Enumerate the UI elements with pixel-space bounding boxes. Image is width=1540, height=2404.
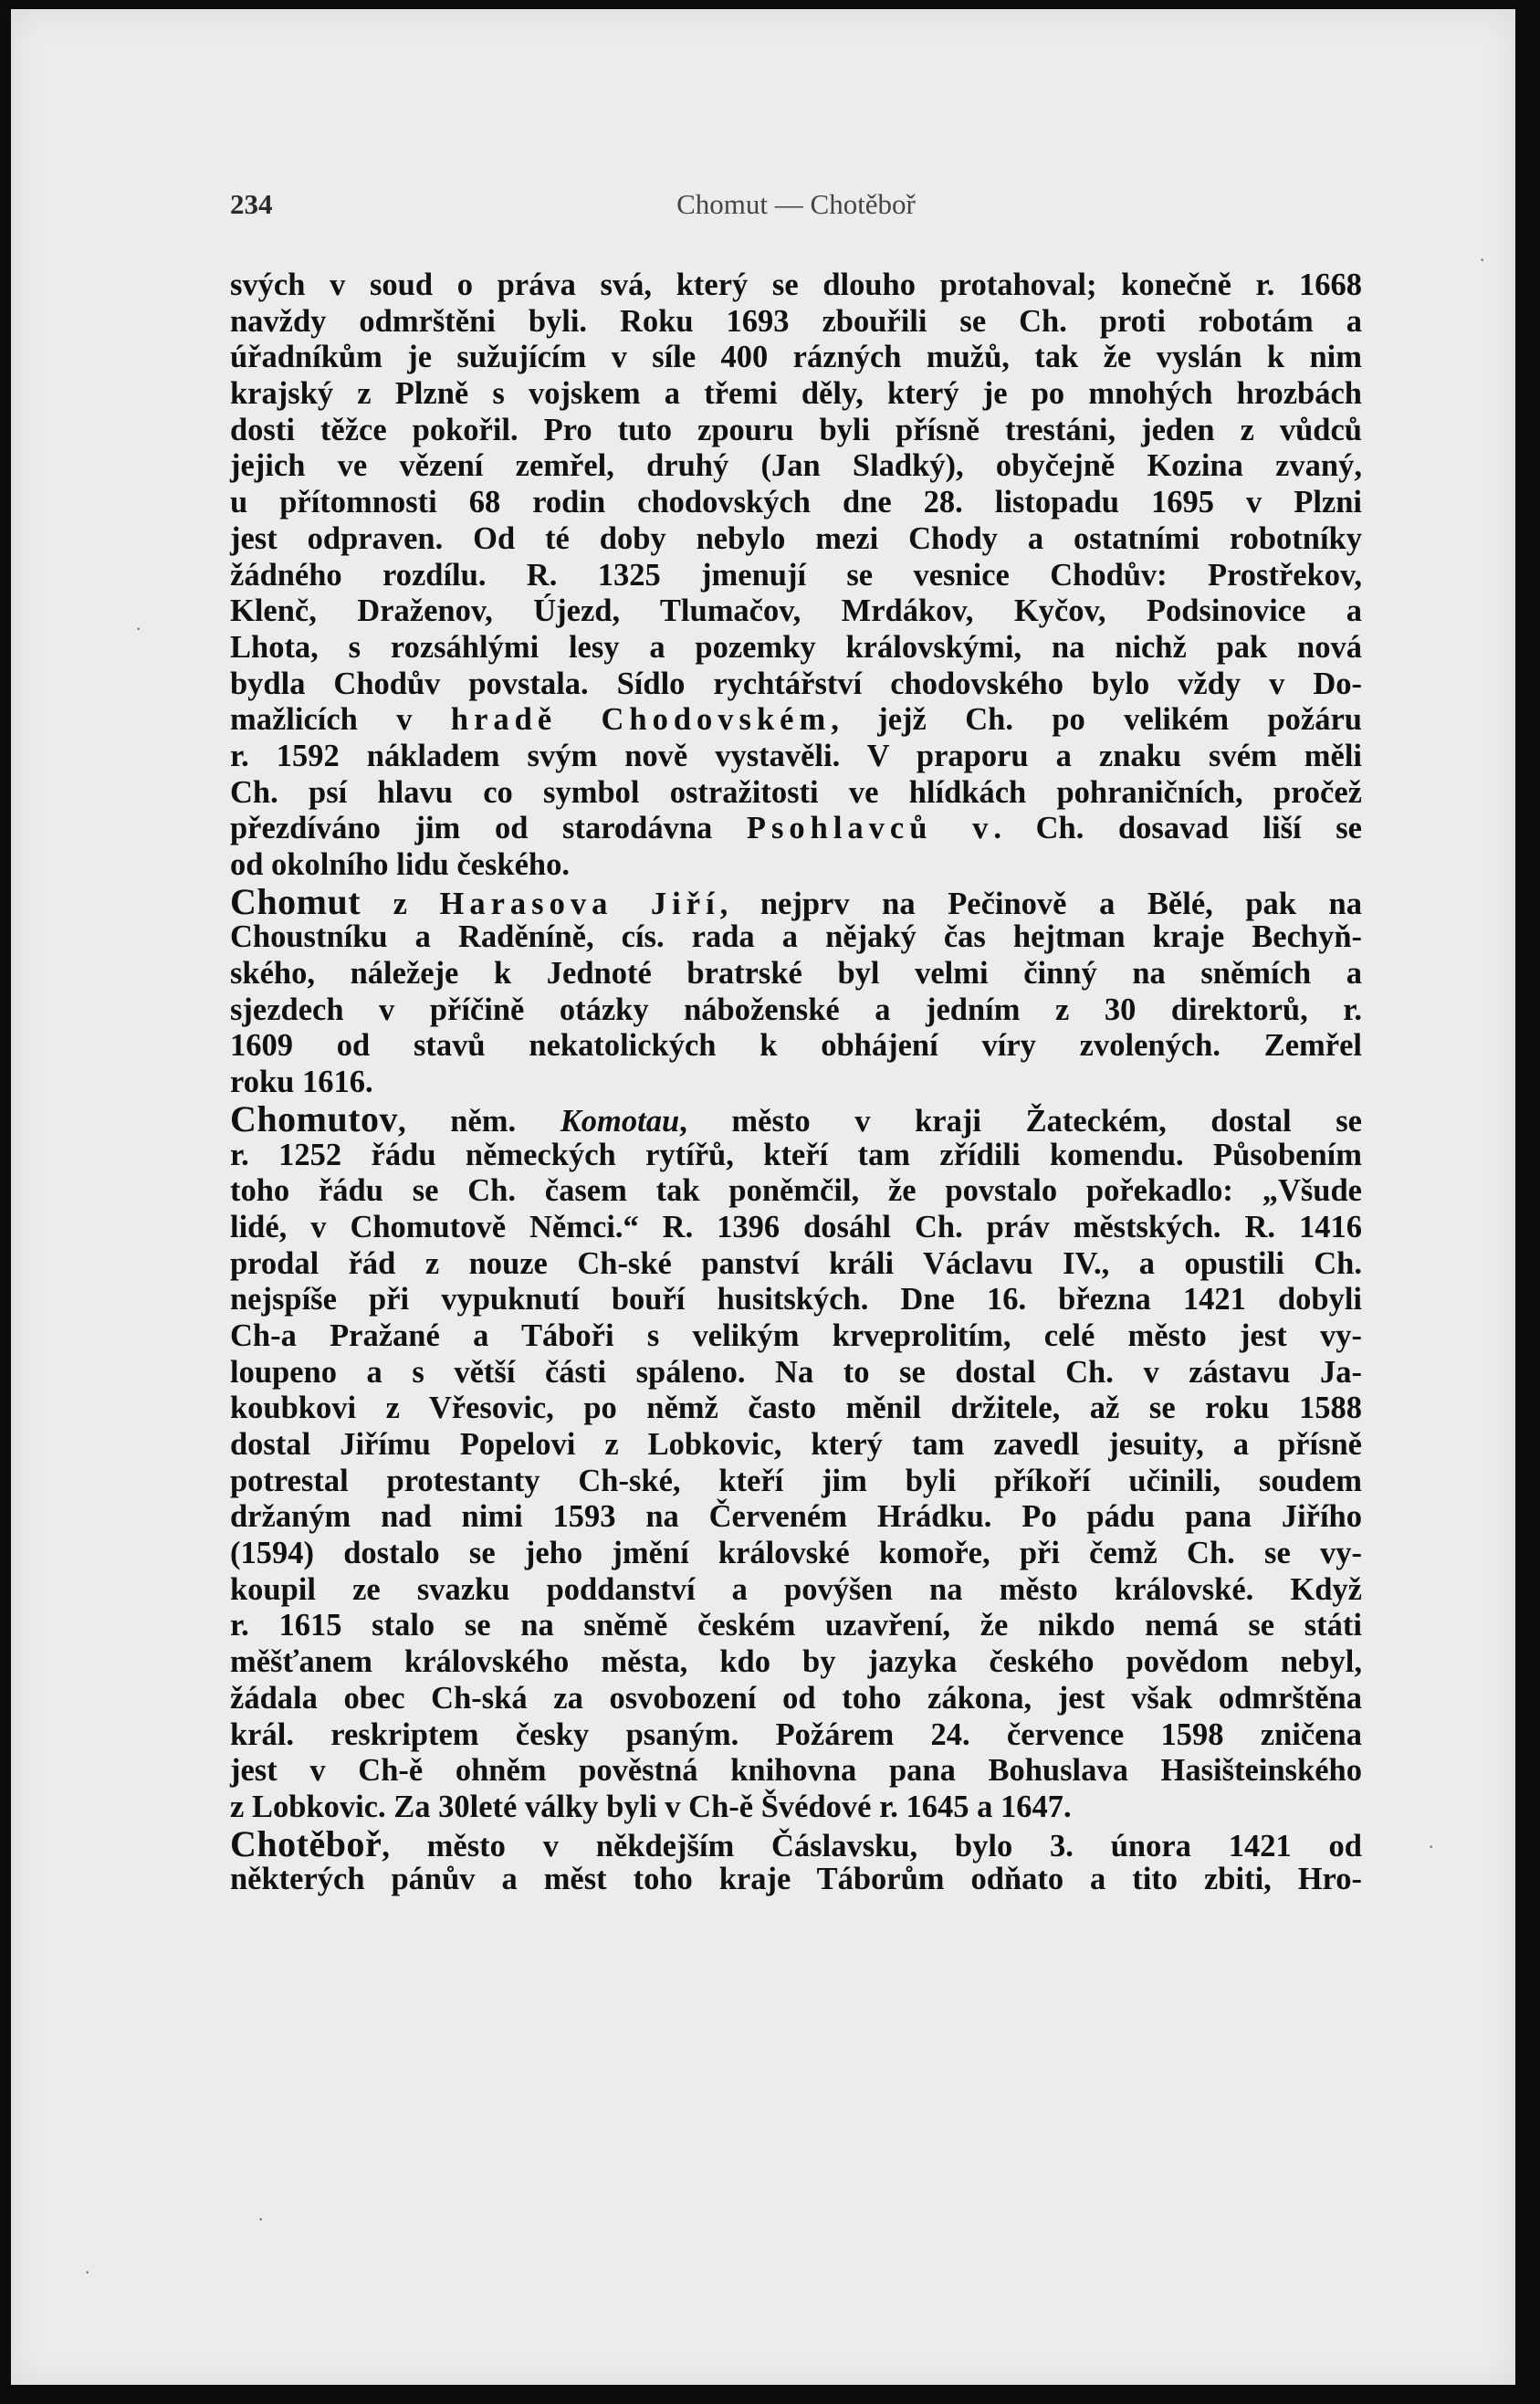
text-segment: mažlicích v (230, 702, 451, 738)
text-line: dosti těžce pokořil. Pro tuto zpouru byli přísně trestáni, jeden z vůdců (230, 412, 1362, 447)
page-number: 234 (230, 188, 273, 220)
text-line: u přítomnosti 68 rodin chodovských dne 28. listopadu 1695 v Plzni (230, 485, 1362, 520)
text-line: koubkovi z Vřesovic, po němž často měnil držitele, až se roku 1588 (230, 1391, 1362, 1426)
text-line: r. 1252 řádu německých rytířů, kteří tam zřídili komendu. Působením (230, 1137, 1362, 1172)
text-line: (1594) dostalo se jeho jmění královské komoře, při čemž Ch. se vy- (230, 1536, 1362, 1571)
text-line: král. reskriptem česky psaným. Požárem 24. července 1598 zničena (230, 1716, 1362, 1752)
text-line: žádného rozdílu. R. 1325 jmenují se vesnice Chodův: Prostřekov, (230, 557, 1362, 593)
text-line: měšťanem královského města, kdo by jazyka českého povědom nebyl, (230, 1644, 1362, 1680)
spaced-text: Harasova Jiří (439, 886, 720, 921)
text-line: loupeno a s větší části spáleno. Na to se dostal Ch. v zástavu Ja- (230, 1354, 1362, 1390)
text-line: ského, náležeje k Jednoté bratrské byl velmi činný na sněmích a (230, 956, 1362, 992)
text-line: úřadníkům je sužujícím v síle 400 rázných mužů, tak že vyslán k nim (230, 340, 1362, 375)
text-line: Ch. psí hlavu co symbol ostražitosti ve hlídkách pohraničních, pročež (230, 774, 1362, 810)
text-line: lidé, v Chomutově Němci.“ R. 1396 dosáhl Ch. práv městských. R. 1416 (230, 1209, 1362, 1244)
text-line: Lhota, s rozsáhlými lesy a pozemky královskými, na nichž pak nová (230, 629, 1362, 665)
text-line: potrestal protestanty Ch-ské, kteří jim byli příkoří učinili, soudem (230, 1463, 1362, 1498)
scan-speck: · (257, 2208, 265, 2231)
entry-chotebor (230, 1822, 1362, 1864)
text-line: z Lobkovic. Za 30leté války byli v Ch-ě Švédové r. 1645 a 1647. (230, 1789, 1072, 1824)
spaced-text: Psohlavců v (746, 811, 994, 846)
text-segment: , město v kraji Žateckém, dostal se (679, 1103, 1362, 1139)
text-segment: , město v někdejším Čáslavsku, bylo 3. února 1421 od (382, 1828, 1362, 1863)
text-segment: z (361, 886, 440, 921)
text-line: Ch-a Pražané a Táboři s velikým krveprolitím, celé město jest vy- (230, 1317, 1362, 1353)
running-head: Chomut — Chotěboř (676, 188, 916, 220)
text-line: svých v soud o práva svá, který se dlouho protahoval; konečně r. 1668 (230, 268, 1362, 302)
text-line: dostal Jiřímu Popelovi z Lobkovic, který tam zavedl jesuity, a přísně (230, 1427, 1362, 1462)
entry-headword: Chomut (230, 880, 361, 922)
scan-speck: · (84, 2261, 91, 2283)
text-line: bydla Chodův povstala. Sídlo rychtářství chodovského bylo vždy v Do- (230, 666, 1362, 701)
text-line: 1609 od stavů nekatolických k obhájení víry zvolených. Zemřel (230, 1028, 1362, 1064)
text-segment: , nejprv na Pečinově a Bělé, pak na (719, 886, 1362, 921)
body-text (230, 268, 1362, 1898)
text-line: Klenč, Draženov, Újezd, Tlumačov, Mrdákov, Kyčov, Podsinovice a (230, 593, 1362, 629)
text-line: navždy odmrštěni byli. Roku 1693 zbouřili se Ch. proti robotám a (230, 303, 1362, 339)
text-line: sjezdech v příčině otázky náboženské a jedním z 30 direktorů, r. (230, 992, 1362, 1027)
text-line: Choustníku a Raděníně, cís. rada a nějaký čas hejtman kraje Bechyň- (230, 919, 1362, 955)
book-page (11, 9, 1515, 2385)
scan-speck: · (1479, 248, 1486, 271)
text-segment: . Ch. dosavad liší se (993, 811, 1362, 846)
entry-chomut (230, 880, 1362, 922)
text-line: některých pánův a měst toho kraje Táborům odňato a tito zbiti, Hro- (230, 1862, 1362, 1897)
text-segment: , jejž Ch. po velikém požáru (831, 702, 1362, 738)
text-line: r. 1592 nákladem svým nově vystavěli. V praporu a znaku svém měli (230, 738, 1362, 773)
text-line: roku 1616. (230, 1065, 373, 1100)
entry-chomutov (230, 1097, 1362, 1139)
entry-headword: Chotěboř (230, 1822, 382, 1864)
text-line: od okolního lidu českého. (230, 847, 570, 882)
text-line: jejich ve vězení zemřel, druhý (Jan Sladký), obyčejně Kozina zvaný, (230, 448, 1362, 484)
text-line: držaným nad nimi 1593 na Červeném Hrádku. Po pádu pana Jiřího (230, 1499, 1362, 1535)
text-line: jest odpraven. Od té doby nebylo mezi Chody a ostatními robotníky (230, 520, 1362, 556)
text-line: koupil ze svazku poddanství a povýšen na město královské. Když (230, 1571, 1362, 1607)
text-line (230, 702, 1362, 739)
scan-speck: · (1428, 1835, 1435, 1858)
spaced-text: hradě Chodovském (450, 702, 832, 738)
entry-headword: Chomutov (230, 1097, 399, 1139)
text-line: nejspíše při vypuknutí bouří husitských. Dne 16. března 1421 dobyli (230, 1282, 1362, 1317)
text-line: prodal řád z nouze Ch-ské panství králi Václavu IV., a opustili Ch. (230, 1245, 1362, 1281)
text-line (230, 811, 1362, 847)
page-header (230, 188, 1362, 234)
text-line: r. 1615 stalo se na sněmě českém uzavření, že nikdo nemá se státi (230, 1608, 1362, 1643)
text-segment: , něm. (398, 1103, 560, 1139)
text-segment: přezdíváno jim od starodávna (230, 811, 747, 846)
text-line: krajský z Plzně s vojskem a třemi děly, který je po mnohých hrozbách (230, 376, 1362, 412)
text-line: žádala obec Ch-ská za osvobození od toho zákona, jest však odmrštěna (230, 1680, 1362, 1716)
text-line: toho řádu se Ch. časem tak poněmčil, že povstalo pořekadlo: „Všude (230, 1173, 1362, 1209)
italic-text: Komotau (560, 1103, 680, 1139)
text-line: jest v Ch-ě ohněm pověstná knihovna pana Bohuslava Hasišteinského (230, 1753, 1362, 1789)
scan-speck: · (135, 617, 142, 640)
